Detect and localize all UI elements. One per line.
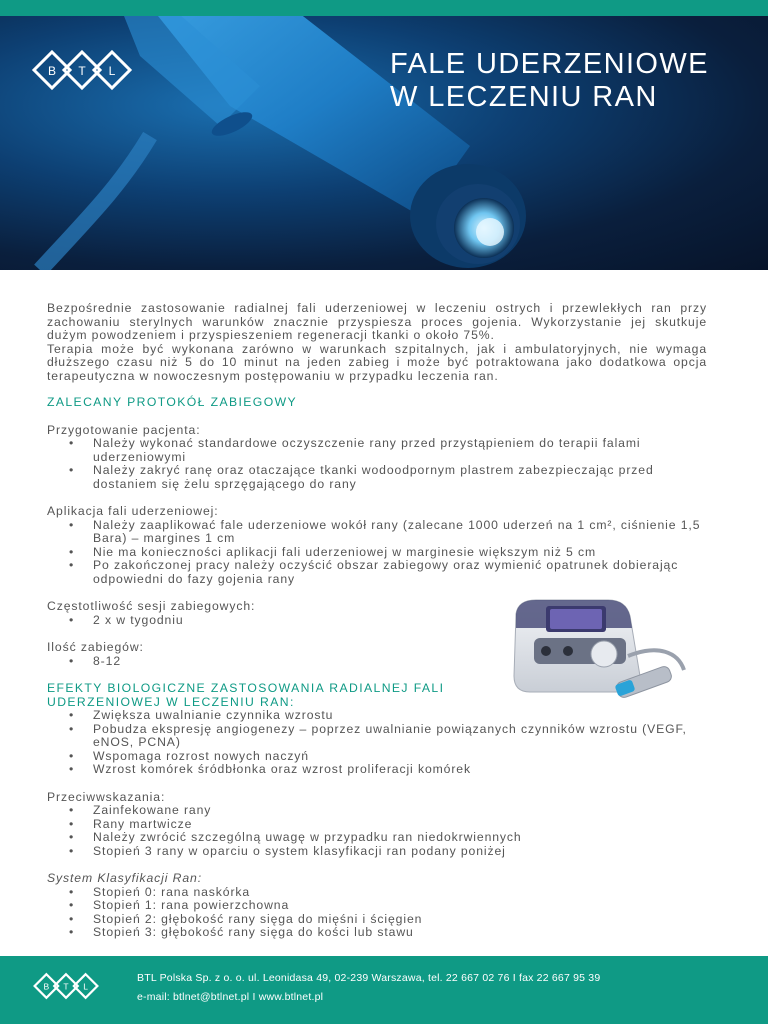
application-title: Aplikacja fali uderzeniowej: bbox=[47, 504, 219, 518]
logo-letter-b: B bbox=[47, 64, 57, 78]
list-item: • Pobudza ekspresję angiogenezy – poprzez uwalnianie powiązanych czynników wzrostu (VEGF, eNOS, PCNA) bbox=[69, 723, 707, 750]
hero-banner bbox=[0, 16, 768, 270]
contraindications-list bbox=[47, 804, 707, 858]
list-item: • Stopień 0: rana naskórka bbox=[69, 886, 707, 900]
logo-letter-t: T bbox=[78, 64, 86, 78]
list-item: • Stopień 2: głębokość rany sięga do mięśni i ścięgien bbox=[69, 913, 707, 927]
classification-list bbox=[47, 886, 707, 940]
logo-letter-l: L bbox=[108, 64, 116, 78]
device-image bbox=[508, 594, 694, 702]
top-accent-bar bbox=[0, 0, 768, 16]
footer-address: BTL Polska Sp. z o. o. ul. Leonidasa 49, 02-239 Warszawa, tel. 22 667 02 76 I fax 22 667 95 39 bbox=[137, 972, 601, 984]
list-item: • Należy zaaplikować fale uderzeniowe wokół rany (zalecane 1000 uderzeń na 1 cm², ciśnienie 1,5 Bara) – margines 1 cm bbox=[69, 519, 707, 546]
protocol-heading: ZALECANY PROTOKÓŁ ZABIEGOWY bbox=[47, 395, 298, 409]
effects-list bbox=[47, 709, 707, 777]
intro-paragraph-1: Bezpośrednie zastosowanie radialnej fali uderzeniowej w leczeniu ostrych i przewlekłych ran przy zachowaniu sterylnych warunków znacznie przyspiesza proces gojenia. Wykorzystanie jej skutkuje dużym powodzeniem i przyspieszeniem regeneracji tkanki o około 75%. bbox=[47, 301, 707, 342]
title-line-2: W LECZENIU RAN bbox=[390, 81, 658, 113]
contraindications-title: Przeciwwskazania: bbox=[47, 789, 166, 804]
btl-logo-footer bbox=[32, 970, 100, 1007]
title-line-1: FALE UDERZENIOWE bbox=[390, 48, 709, 80]
page-title bbox=[390, 48, 760, 114]
application-list bbox=[47, 519, 707, 587]
list-item: • Rany martwicze bbox=[69, 818, 707, 832]
svg-text:B: B bbox=[43, 981, 50, 992]
list-item: • Zainfekowane rany bbox=[69, 804, 707, 818]
svg-text:L: L bbox=[83, 981, 88, 992]
list-item: • Stopień 3 rany w oparciu o system klasyfikacji ran podany poniżej bbox=[69, 845, 707, 859]
list-item: • Zwiększa uwalnianie czynnika wzrostu bbox=[69, 709, 707, 723]
effects-heading-line-2: UDERZENIOWEJ W LECZENIU RAN: bbox=[47, 694, 295, 709]
list-item: • Należy wykonać standardowe oczyszczenie rany przed przystąpieniem do terapii falami uderzeniowymi bbox=[69, 437, 707, 464]
list-item: • 2 x w tygodniu bbox=[69, 614, 707, 628]
list-item: • Należy zwrócić szczególną uwagę w przypadku ran niedokrwiennych bbox=[69, 831, 707, 845]
list-item: • Nie ma konieczności aplikacji fali uderzeniowej w marginesie większym niż 5 cm bbox=[69, 546, 707, 560]
effects-heading-line-1: EFEKTY BIOLOGICZNE ZASTOSOWANIA RADIALNEJ FALI bbox=[47, 681, 445, 695]
preparation-title: Przygotowanie pacjenta: bbox=[47, 422, 201, 437]
list-item: • Po zakończonej pracy należy oczyścić obszar zabiegowy oraz wymienić opatrunek dobierając odpowiedni do fazy gojenia rany bbox=[69, 559, 707, 586]
list-item: • Stopień 1: rana powierzchowna bbox=[69, 899, 707, 913]
intro-section bbox=[47, 302, 707, 383]
list-item: • Należy zakryć ranę oraz otaczające tkanki wodoodpornym plastrem zabezpieczając przed dostaniem się żelu sprzęgającego do rany bbox=[69, 464, 707, 491]
list-item: • Wzrost komórek śródbłonka oraz wzrost proliferacji komórek bbox=[69, 763, 707, 777]
list-item: • Wspomaga rozrost nowych naczyń bbox=[69, 750, 707, 764]
footer-contact: e-mail: btlnet@btlnet.pl I www.btlnet.pl bbox=[137, 991, 324, 1003]
list-item: • 8-12 bbox=[69, 655, 707, 669]
frequency-title: Częstotliwość sesji zabiegowych: bbox=[47, 599, 256, 613]
footer bbox=[0, 956, 768, 1024]
count-title: Ilość zabiegów: bbox=[47, 640, 144, 654]
intro-paragraph-2: Terapia może być wykonana zarówno w warunkach szpitalnych, jak i ambulatoryjnych, nie wymaga dłuższego czasu niż 5 do 10 minut na jeden zabieg i może być potraktowana jako dodatkowa opcja terapeutyczna w nowoczesnym postępowaniu w przypadku leczenia ran. bbox=[47, 341, 707, 383]
preparation-list bbox=[47, 437, 707, 491]
list-item: • Stopień 3: głębokość rany sięga do kości lub stawu bbox=[69, 926, 707, 940]
svg-text:T: T bbox=[63, 981, 69, 992]
classification-title: System Klasyfikacji Ran: bbox=[47, 871, 203, 885]
